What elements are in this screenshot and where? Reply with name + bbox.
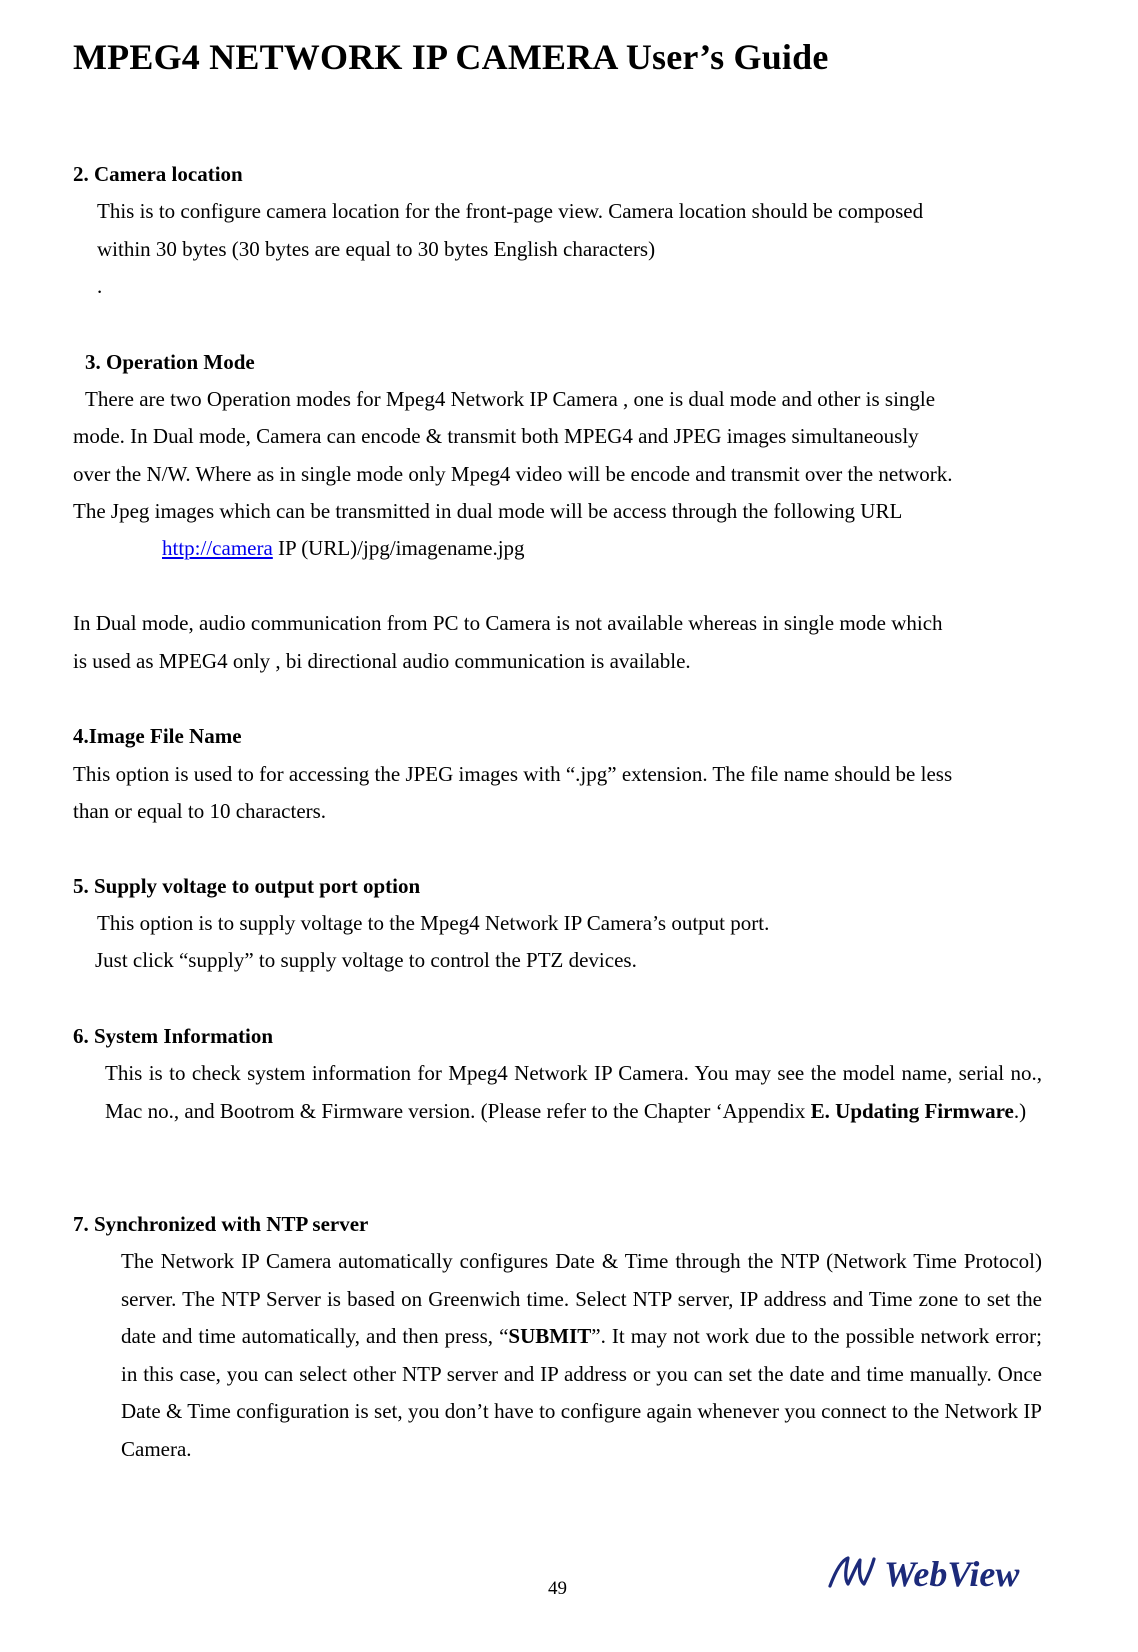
dual-mode-audio-paragraph — [73, 605, 943, 680]
supply-voltage-heading-wrap — [73, 868, 420, 906]
ntp-text: The Network IP Camera automatically configures Date & Time through the NTP (Network Time Protocol) server. The NTP Server is based on Greenwich time. Select NTP server, IP address and Time zone to set the date and time automatically, and then press, “ — [121, 1249, 1042, 1348]
system-information-text: This is to check system information for Mpeg4 Network IP Camera. You may see the model name, serial no., Mac no., and Bootrom & Firmware version. (Please refer to the Chapter ‘Appendix — [105, 1061, 1042, 1123]
webview-logo — [826, 1550, 1046, 1596]
submit-keyword: SUBMIT — [508, 1324, 592, 1348]
webview-logo-mark-icon — [830, 1558, 874, 1586]
operation-mode-body — [73, 418, 952, 531]
operation-mode-line-2: mode. In Dual mode, Camera can encode & transmit both MPEG4 and JPEG images simultaneously — [73, 424, 919, 448]
supply-voltage-line-1: This option is to supply voltage to the Mpeg4 Network IP Camera’s output port. — [97, 911, 770, 935]
camera-location-line-1: This is to configure camera location for the front-page view. Camera location should be composed — [97, 199, 924, 223]
supply-voltage-line-2-wrap — [95, 942, 637, 980]
dual-mode-audio-line-2: is used as MPEG4 only , bi directional audio communication is available. — [73, 648, 691, 673]
operation-mode-line-4: The Jpeg images which can be transmitted in dual mode will be access through the following URL — [73, 499, 903, 523]
system-information-heading-wrap — [73, 1018, 273, 1056]
webview-logo-text: WebView — [884, 1554, 1020, 1594]
camera-url-link[interactable]: http://camera — [162, 536, 273, 560]
jpeg-url-line — [162, 530, 525, 568]
camera-location-heading: 2. Camera location — [73, 162, 243, 186]
jpeg-url-path: IP (URL)/jpg/imagename.jpg — [272, 536, 525, 560]
section-heading — [73, 156, 243, 194]
dual-mode-audio-line-1: In Dual mode, audio communication from PC to Camera is not available whereas in single mode which — [73, 611, 943, 635]
supply-voltage-heading: 5. Supply voltage to output port option — [73, 874, 421, 898]
system-information-text-end: .) — [1013, 1098, 1027, 1123]
page-number: 49 — [548, 1578, 567, 1599]
image-file-name-line-2: than or equal to 10 characters. — [73, 799, 327, 823]
ntp-text-end: ”. It may not work due to the possible network error; in this case, you can select other NTP server and IP address or you can set the date and time manually. Once Date & Time configuration is set, you don’t have to configure again whenever you connect to the Network IP Camera. — [121, 1324, 1043, 1461]
operation-mode-line-1: There are two Operation modes for Mpeg4 Network IP Camera , one is dual mode and other is single — [85, 387, 936, 411]
supply-voltage-line-1-wrap — [97, 905, 769, 943]
operation-mode-line-1-wrap — [85, 381, 935, 419]
image-file-name-line-1: This option is used to for accessing the JPEG images with “.jpg” extension. The file name should be less — [73, 761, 953, 786]
operation-mode-line-3: over the N/W. Where as in single mode only Mpeg4 video will be encode and transmit over the network. — [73, 461, 953, 486]
camera-location-body — [97, 193, 923, 306]
image-file-name-section — [73, 718, 952, 831]
operation-mode-heading: 3. Operation Mode — [85, 350, 255, 374]
operation-mode-heading-wrap — [85, 344, 255, 382]
ntp-paragraph — [121, 1243, 1042, 1468]
page-title: MPEG4 NETWORK IP CAMERA User’s Guide — [73, 37, 829, 77]
supply-voltage-line-2: Just click “supply” to supply voltage to control the PTZ devices. — [95, 948, 637, 972]
image-file-name-heading: 4.Image File Name — [73, 724, 242, 748]
appendix-reference: E. Updating Firmware — [810, 1098, 1014, 1123]
system-information-paragraph — [105, 1055, 1042, 1130]
ntp-heading: 7. Synchronized with NTP server — [73, 1212, 369, 1236]
system-information-heading: 6. System Information — [73, 1024, 274, 1048]
camera-location-line-3: . — [97, 274, 103, 298]
camera-location-line-2: within 30 bytes (30 bytes are equal to 30 bytes English characters) — [97, 236, 656, 261]
ntp-heading-wrap — [73, 1206, 368, 1244]
